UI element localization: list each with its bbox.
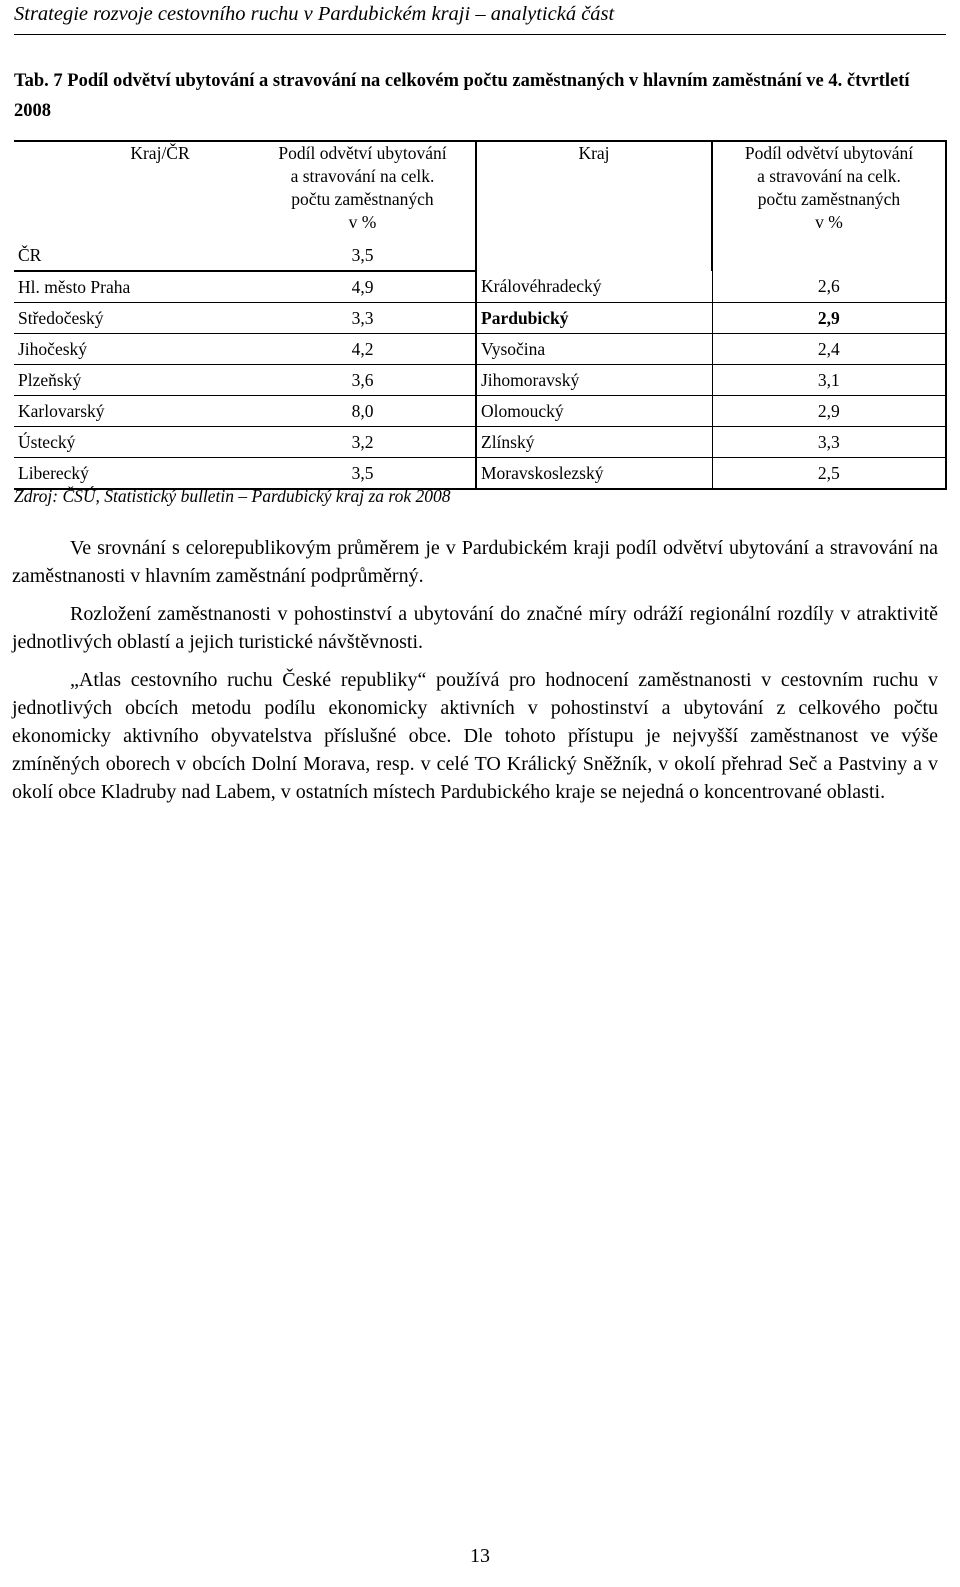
region-right: Moravskoslezský — [476, 458, 712, 490]
header-share-left-line2: a stravování na celk. — [290, 166, 435, 186]
value-left: 3,5 — [250, 458, 476, 490]
employment-share-table — [14, 140, 947, 490]
value-left: 4,2 — [250, 334, 476, 365]
table-row — [14, 427, 946, 458]
region-right: Královéhradecký — [476, 271, 712, 303]
table-row-cr — [14, 240, 946, 271]
value-right: 3,1 — [712, 365, 946, 396]
header-kraj-cr: Kraj/ČR — [14, 141, 250, 240]
region-left: Karlovarský — [14, 396, 250, 427]
value-left: 3,3 — [250, 303, 476, 334]
header-share-right-line4: v % — [815, 212, 843, 232]
region-left: Jihočeský — [14, 334, 250, 365]
table-row — [14, 334, 946, 365]
table-row — [14, 303, 946, 334]
header-kraj: Kraj — [476, 141, 712, 240]
value-right: 2,6 — [712, 271, 946, 303]
region-left: Plzeňský — [14, 365, 250, 396]
value-left: 3,2 — [250, 427, 476, 458]
value-right: 2,5 — [712, 458, 946, 490]
table-caption: Tab. 7 Podíl odvětví ubytování a stravování na celkovém počtu zaměstnaných v hlavním zaměstnání ve 4. čtvrtletí 2008 — [14, 71, 910, 121]
cr-label: ČR — [14, 240, 250, 271]
paragraph: „Atlas cestovního ruchu České republiky“ používá pro hodnocení zaměstnanosti v cestovním ruchu v jednotlivých obcích metodu podílu ekonomicky aktivních v pohostinství a ubytování z celkového počtu ekonomicky aktivního obyvatelstva příslušné obce. Dle tohoto přístupu je nejvyšší zaměstnanost ve výše zmíněných oborech v obcích Dolní Morava, resp. v celé TO Králický Sněžník, v okolí přehrad Seč a Pastviny a v okolí obce Kladruby nad Labem, v ostatních místech Pardubického kraje se nejedná o koncentrované oblasti. — [12, 669, 938, 803]
header-share-left-line1: Podíl odvětví ubytování — [278, 143, 447, 163]
region-left: Ústecký — [14, 427, 250, 458]
header-share-right-line1: Podíl odvětví ubytování — [744, 143, 914, 163]
region-right: Zlínský — [476, 427, 712, 458]
value-left: 8,0 — [250, 396, 476, 427]
table-row — [14, 396, 946, 427]
region-right: Olomoucký — [476, 396, 712, 427]
cr-empty-share — [712, 240, 946, 271]
paragraph: Ve srovnání s celorepublikovým průměrem je v Pardubickém kraji podíl odvětví ubytování a stravování na zaměstnanosti v hlavním zaměstnání podprůměrný. — [12, 537, 938, 587]
table-row — [14, 365, 946, 396]
region-left: Hl. město Praha — [14, 271, 250, 303]
value-right: 3,3 — [712, 427, 946, 458]
table-row — [14, 271, 946, 303]
table-header-row — [14, 141, 946, 240]
header-share-left-line4: v % — [348, 212, 377, 232]
region-right: Pardubický — [476, 303, 712, 334]
header-share-right-line2: a stravování na celk. — [757, 166, 901, 186]
value-right: 2,9 — [712, 303, 946, 334]
header-share-left — [250, 141, 476, 240]
paragraph: Rozložení zaměstnanosti v pohostinství a ubytování do značné míry odráží regionální rozdíly v atraktivitě jednotlivých oblastí a jejich turistické návštěvnosti. — [12, 603, 938, 653]
page-number: 13 — [470, 1545, 490, 1567]
region-right: Jihomoravský — [476, 365, 712, 396]
header-share-left-line3: počtu zaměstnaných — [291, 189, 434, 209]
region-left: Středočeský — [14, 303, 250, 334]
running-header: Strategie rozvoje cestovního ruchu v Pardubickém kraji – analytická část — [14, 0, 946, 35]
region-left: Liberecký — [14, 458, 250, 490]
value-right: 2,9 — [712, 396, 946, 427]
value-left: 3,6 — [250, 365, 476, 396]
header-share-right-line3: počtu zaměstnaných — [757, 189, 901, 209]
table-source-note: Zdroj: ČSÚ, Statistický bulletin – Pardubický kraj za rok 2008 — [14, 486, 451, 506]
cr-empty-kraj — [476, 240, 712, 271]
region-right: Vysočina — [476, 334, 712, 365]
value-left: 4,9 — [250, 271, 476, 303]
cr-value: 3,5 — [250, 240, 476, 271]
header-share-right — [712, 141, 946, 240]
value-right: 2,4 — [712, 334, 946, 365]
body-text — [12, 534, 938, 816]
